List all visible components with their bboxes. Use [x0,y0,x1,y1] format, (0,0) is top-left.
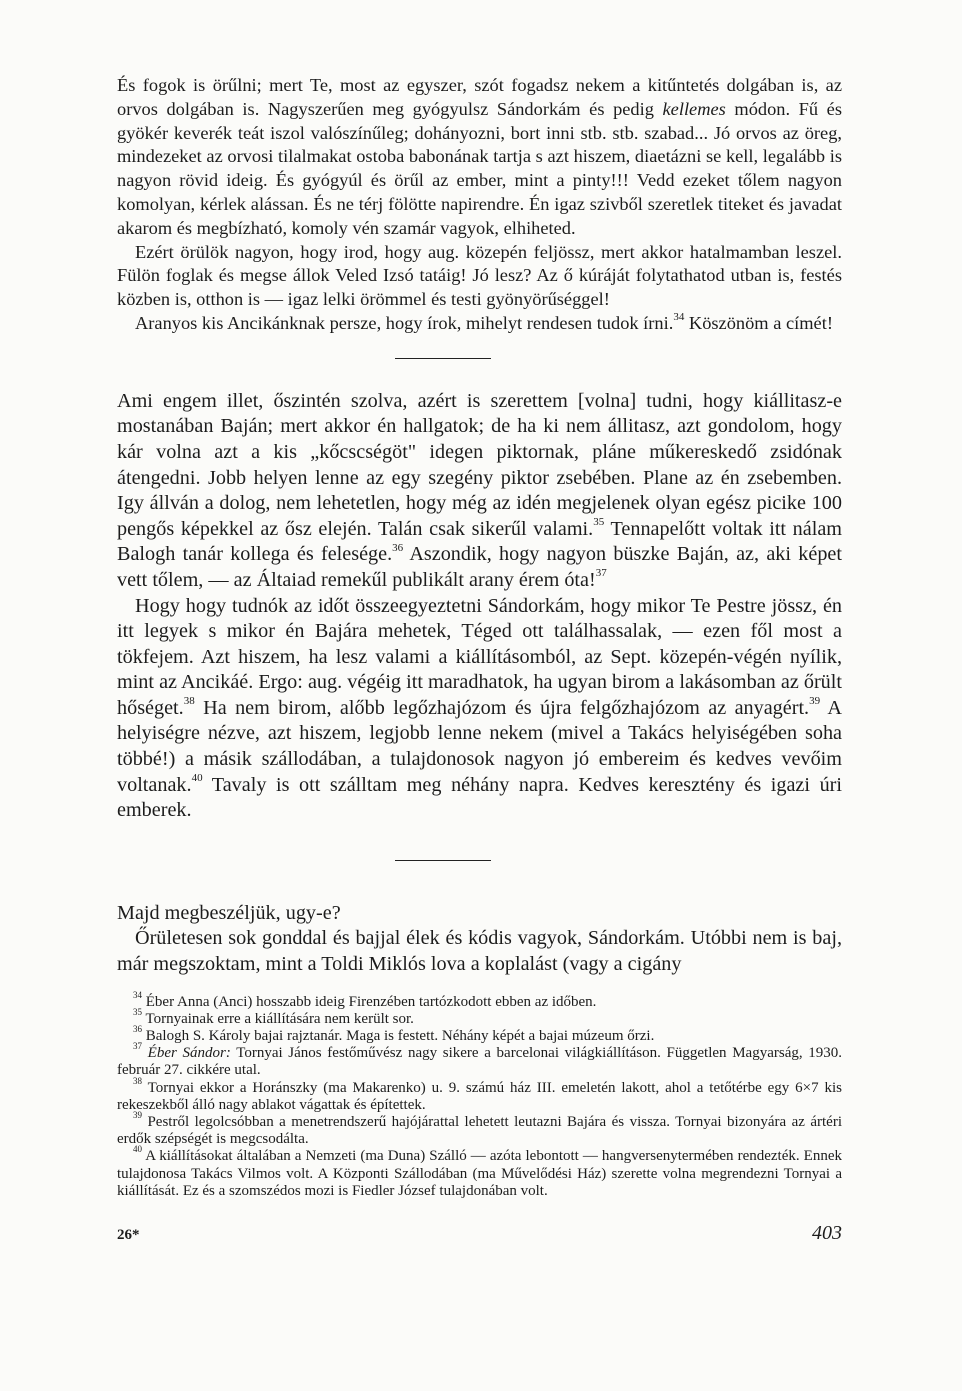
footnote-number: 38 [133,1075,142,1086]
letter-block-2 [117,389,842,824]
footnote: $^{34}$ Éber Anna (Anci) hosszabb ideig Firenzében tartózkodott ebben az időben. [133,989,597,1010]
section-divider [395,860,491,861]
footnote: $^{35}$ Tornyainak erre a kiállítására nem került sor. [133,1006,414,1027]
footnote-ref[interactable]: 39 [809,695,821,708]
page-footer [117,1222,842,1245]
footnote: $^{40}$ A kiállításokat általában a Nemzeti (ma Duna) Szálló — azóta lebontott — hangversenytermében rendezték. Ennek tulajdonosa Takács Vilmos volt. A Központi Szállodában (ma Művelődési Ház) szerette volna megrendezni Tornyai a kiállítását. Ez és a szomszédos mozi is Fiedler József tulajdonában volt. [117,1144,842,1199]
emphasis: kellemes [662,98,726,119]
footnote: $^{37}$ Éber Sándor: Tornyai János festőművész nagy sikere a barcelonai világkiállításon. Független Magyarság, 1930. február 27. cikkére utal. [117,1041,843,1079]
author-name: Éber Sándor: [147,1045,231,1062]
paragraph: Ezért örülök nagyon, hogy irod, hogy aug. közepén feljössz, mert akkor hatalmamban leszel. Fülön foglak és megse állok Veled Izsó tatáig! Jó lesz? Az ő kúráját folytathatod utban is, festés közben is, otthon is — igaz lelki örömmel és testi gyönyörűséggel! [117,241,842,310]
footnote: $^{38}$ Tornyai ekkor a Horánszky (ma Makarenko) u. 9. számú ház III. emeletén lakott, ahol a tetőtérbe egy 6×7 kis rekeszekből álló nagy ablakot vágattak és építettek. [117,1075,842,1113]
paragraph: Majd megbeszéljük, ugy-e? [117,901,341,924]
footnote-number: 39 [133,1110,142,1121]
footnote-ref[interactable]: 37 [595,567,607,580]
paragraph: Hogy hogy tudnók az időt összeegyeztetni Sándorkám, hogy mikor Te Pestre jössz, én itt legyek s mikor én Bajára mehetek, Téged ott találhassalak, — ezen fől most a tökfejem. Azt hiszem, ha lesz valami a kiállításomból, az Sept. közepén-végén nyílik, mint az Ancikáé. Ergo: aug. végéig itt maradhatok, ha ugyan birom a lakásomban az őrült hőséget.$^{38}$ Ha nem birom, alőbb legőzhajózom és újra felgőzhajózom az anyagért.$^{39}$ A helyiségre nézve, azt hiszem, legjobb lenne nekem (mivel a Takács helyiségében soha többé!) a másik szállodában, a tulajdonosok nagyon jó embereim és kedves vevőim voltanak.$^{40}$ Tavaly is ott szálltam meg néhány napra. Kedves keresztény és igazi úri emberek. [117,594,842,822]
footnote-number: 40 [133,1144,142,1155]
paragraph: Őrületesen sok gonddal és bajjal élek és kódis vagyok, Sándorkám. Utóbbi nem is baj, már megszoktam, mint a Toldi Miklós lova a koplalást (vagy a cigány [117,927,842,976]
footnote-number: 37 [133,1041,142,1052]
footnote-ref[interactable]: 34 [673,310,685,323]
letter-block-3 [117,901,842,978]
paragraph: Ami engem illet, őszintén szolva, azért is szerettem [volna] tudni, hogy kiállitasz-e mostanában Baján; mert akkor én hallgatok; de ha ki nem állitasz, azt gondolom, hogy kár volna azt a kis „kőcscségöt" idegen piktornak, pláne műkereskedő zsidónak átengedni. Jobb helyen lenne az egy szegény piktor zsebében. Plane az én zsebemben. Igy állván a dolog, nem lehetetlen, hogy még az idén megjelenek olyan egész picike 100 pengős képekkel az ősz elején. Talán csak sikerűl valami.$^{35}$ Tennapelőtt voltak itt nálam Balogh tanár kollega és felesége.$^{36}$ Aszondik, hogy nagyon büszke Baján, az, aki képet vett tőlem, — az Áltaiad remekűl publikált arany érem óta!$^{37}$ [117,389,842,591]
paragraph: És fogok is örűlni; mert Te, most az egyszer, szót fogadsz nekem a kitűntetés dolgában is, az orvos dolgában is. Nagyszerűen meg gyógyulsz Sándorkám és pedig kellemes módon. Fű és gyökér keverék teát iszol valószínűleg; dohányozni, bort inni stb. stb. szabad... Jó orvos az öreg, mindezeket az orvosi tilalmakat ostoba babonának tartja s azt hiszem, diaetázni se kell, legalább is nagyon rövid ideig. És gyógyúl és örűl az ember, mint a pinty!!! Vedd ezeket tőlem nagyon komolyan, kérlek alássan. És ne térj fölötte napirendre. Én igaz szivből szeretlek titeket és javadat akarom és megbízható, komoly vén szamár vagyok, elhiheted. [117,75,842,238]
footnote-ref[interactable]: 36 [392,541,404,554]
footnote-number: 36 [133,1024,142,1035]
footnote-ref[interactable]: 35 [593,516,605,528]
page-number: 403 [812,1222,842,1244]
footnotes [117,989,843,1200]
footnote-number: 34 [133,989,142,1000]
footnote-ref[interactable]: 40 [191,771,203,784]
letter-block-1 [117,74,842,336]
section-divider [395,358,491,359]
footnote-ref[interactable]: 38 [183,695,195,708]
footnote-number: 35 [133,1006,142,1017]
footnote: $^{36}$ Balogh S. Károly bajai rajztanár. Maga is festett. Néhány képét a bajai múzeum őrzi. [133,1024,655,1045]
footnote: $^{39}$ Pestről legolcsóbban a menetrendszerű hajójárattal lehetett leutazni Bajára és vissza. Tornyai bizonyára az ártéri erdők szépségét is megcsodálta. [117,1110,843,1148]
signature-mark: 26* [117,1227,140,1243]
paragraph: Aranyos kis Ancikánknak persze, hogy írok, mihelyt rendesen tudok írni.$^{34}$ Köszönöm a címét! [135,310,833,333]
